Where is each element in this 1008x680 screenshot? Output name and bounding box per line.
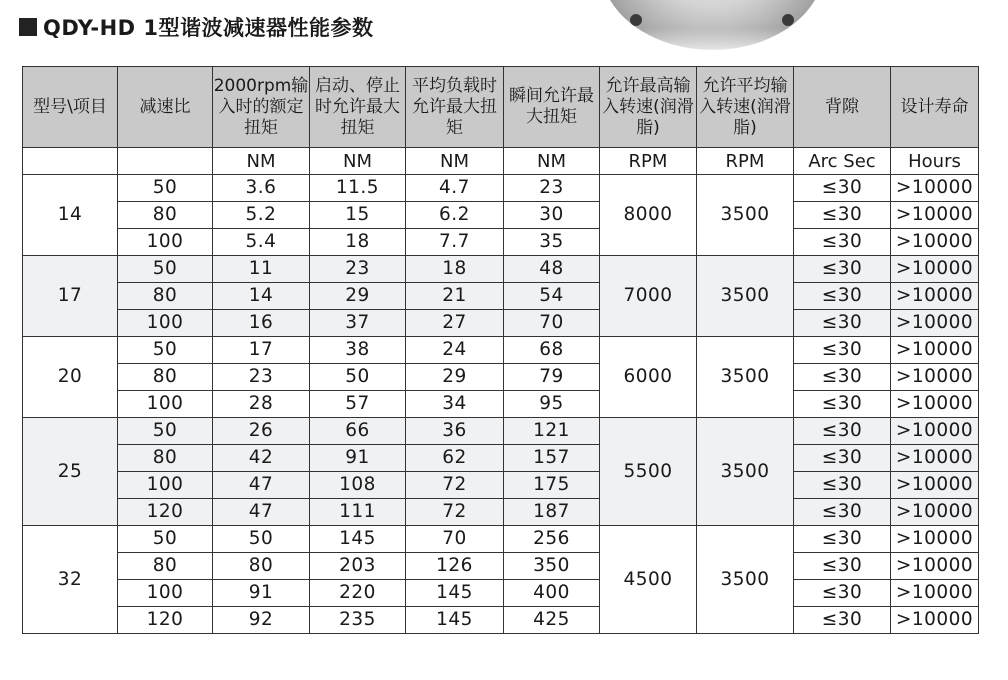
life-cell: >10000 (891, 445, 979, 472)
life-cell: >10000 (891, 256, 979, 283)
backlash-cell: ≤30 (794, 229, 891, 256)
rated-torque-cell: 80 (213, 553, 310, 580)
header-startstop-torque: 启动、停止时允许最大扭矩 (310, 67, 406, 148)
life-cell: >10000 (891, 472, 979, 499)
instant-torque-cell: 30 (504, 202, 600, 229)
header-avg-load-torque: 平均负载时允许最大扭矩 (406, 67, 504, 148)
table-row (23, 526, 979, 553)
unit-avg-input-speed: RPM (697, 148, 794, 175)
avg-load-torque-cell: 62 (406, 445, 504, 472)
ratio-cell: 80 (118, 283, 213, 310)
header-row (23, 67, 979, 148)
ratio-cell: 50 (118, 526, 213, 553)
instant-torque-cell: 70 (504, 310, 600, 337)
avg-load-torque-cell: 72 (406, 472, 504, 499)
life-cell: >10000 (891, 499, 979, 526)
startstop-torque-cell: 220 (310, 580, 406, 607)
table-row (23, 445, 979, 472)
avg-load-torque-cell: 21 (406, 283, 504, 310)
startstop-torque-cell: 91 (310, 445, 406, 472)
rated-torque-cell: 28 (213, 391, 310, 418)
rated-torque-cell: 42 (213, 445, 310, 472)
backlash-cell: ≤30 (794, 499, 891, 526)
rated-torque-cell: 47 (213, 499, 310, 526)
table-row (23, 499, 979, 526)
instant-torque-cell: 23 (504, 175, 600, 202)
instant-torque-cell: 68 (504, 337, 600, 364)
backlash-cell: ≤30 (794, 472, 891, 499)
rated-torque-cell: 92 (213, 607, 310, 634)
life-cell: >10000 (891, 391, 979, 418)
avg-load-torque-cell: 7.7 (406, 229, 504, 256)
backlash-cell: ≤30 (794, 202, 891, 229)
table-row (23, 553, 979, 580)
title-bar (19, 10, 374, 44)
startstop-torque-cell: 111 (310, 499, 406, 526)
instant-torque-cell: 54 (504, 283, 600, 310)
instant-torque-cell: 175 (504, 472, 600, 499)
header-model: 型号\项目 (23, 67, 118, 148)
startstop-torque-cell: 18 (310, 229, 406, 256)
avg-load-torque-cell: 145 (406, 607, 504, 634)
startstop-torque-cell: 29 (310, 283, 406, 310)
table-row (23, 202, 979, 229)
model-cell: 14 (23, 175, 118, 256)
table-row (23, 607, 979, 634)
rated-torque-cell: 3.6 (213, 175, 310, 202)
backlash-cell: ≤30 (794, 310, 891, 337)
header-ratio: 减速比 (118, 67, 213, 148)
table-row (23, 310, 979, 337)
table-row (23, 391, 979, 418)
ratio-cell: 80 (118, 445, 213, 472)
avg-load-torque-cell: 4.7 (406, 175, 504, 202)
ratio-cell: 50 (118, 337, 213, 364)
rated-torque-cell: 23 (213, 364, 310, 391)
avg-input-speed-cell: 3500 (697, 256, 794, 337)
startstop-torque-cell: 38 (310, 337, 406, 364)
rated-torque-cell: 11 (213, 256, 310, 283)
table-row (23, 337, 979, 364)
backlash-cell: ≤30 (794, 580, 891, 607)
rated-torque-cell: 5.2 (213, 202, 310, 229)
startstop-torque-cell: 57 (310, 391, 406, 418)
max-input-speed-cell: 7000 (600, 256, 697, 337)
spec-body (23, 175, 979, 634)
unit-rated-torque: NM (213, 148, 310, 175)
table-row (23, 175, 979, 202)
rated-torque-cell: 14 (213, 283, 310, 310)
avg-load-torque-cell: 27 (406, 310, 504, 337)
header-max-input-speed: 允许最高输入转速(润滑脂) (600, 67, 697, 148)
table-row (23, 256, 979, 283)
startstop-torque-cell: 15 (310, 202, 406, 229)
rated-torque-cell: 17 (213, 337, 310, 364)
page-title: QDY-HD 1型谐波减速器性能参数 (43, 16, 374, 40)
startstop-torque-cell: 50 (310, 364, 406, 391)
header-backlash: 背隙 (794, 67, 891, 148)
avg-load-torque-cell: 29 (406, 364, 504, 391)
instant-torque-cell: 256 (504, 526, 600, 553)
avg-load-torque-cell: 145 (406, 580, 504, 607)
rated-torque-cell: 50 (213, 526, 310, 553)
ratio-cell: 50 (118, 175, 213, 202)
model-cell: 20 (23, 337, 118, 418)
backlash-cell: ≤30 (794, 553, 891, 580)
unit-backlash: Arc Sec (794, 148, 891, 175)
header-life: 设计寿命 (891, 67, 979, 148)
instant-torque-cell: 95 (504, 391, 600, 418)
table-row (23, 364, 979, 391)
avg-load-torque-cell: 36 (406, 418, 504, 445)
backlash-cell: ≤30 (794, 418, 891, 445)
table-row (23, 472, 979, 499)
instant-torque-cell: 350 (504, 553, 600, 580)
header-rated-torque: 2000rpm输入时的额定扭矩 (213, 67, 310, 148)
ratio-cell: 80 (118, 553, 213, 580)
startstop-torque-cell: 145 (310, 526, 406, 553)
table-row (23, 283, 979, 310)
life-cell: >10000 (891, 310, 979, 337)
avg-load-torque-cell: 70 (406, 526, 504, 553)
rated-torque-cell: 91 (213, 580, 310, 607)
backlash-cell: ≤30 (794, 364, 891, 391)
avg-load-torque-cell: 126 (406, 553, 504, 580)
units-row (23, 148, 979, 175)
model-cell: 17 (23, 256, 118, 337)
ratio-cell: 120 (118, 499, 213, 526)
startstop-torque-cell: 11.5 (310, 175, 406, 202)
max-input-speed-cell: 6000 (600, 337, 697, 418)
instant-torque-cell: 35 (504, 229, 600, 256)
life-cell: >10000 (891, 580, 979, 607)
life-cell: >10000 (891, 364, 979, 391)
unit-avg-load-torque: NM (406, 148, 504, 175)
table-row (23, 580, 979, 607)
ratio-cell: 50 (118, 256, 213, 283)
avg-load-torque-cell: 34 (406, 391, 504, 418)
unit-instant-torque: NM (504, 148, 600, 175)
avg-input-speed-cell: 3500 (697, 337, 794, 418)
backlash-cell: ≤30 (794, 337, 891, 364)
header-instant-torque: 瞬间允许最大扭矩 (504, 67, 600, 148)
startstop-torque-cell: 37 (310, 310, 406, 337)
header-avg-input-speed: 允许平均输入转速(润滑脂) (697, 67, 794, 148)
life-cell: >10000 (891, 553, 979, 580)
startstop-torque-cell: 203 (310, 553, 406, 580)
life-cell: >10000 (891, 526, 979, 553)
life-cell: >10000 (891, 283, 979, 310)
life-cell: >10000 (891, 175, 979, 202)
ratio-cell: 100 (118, 391, 213, 418)
avg-load-torque-cell: 18 (406, 256, 504, 283)
ratio-cell: 100 (118, 310, 213, 337)
max-input-speed-cell: 4500 (600, 526, 697, 634)
instant-torque-cell: 425 (504, 607, 600, 634)
avg-load-torque-cell: 72 (406, 499, 504, 526)
table-row (23, 418, 979, 445)
unit-life: Hours (891, 148, 979, 175)
avg-load-torque-cell: 6.2 (406, 202, 504, 229)
ratio-cell: 50 (118, 418, 213, 445)
unit-max-input-speed: RPM (600, 148, 697, 175)
life-cell: >10000 (891, 337, 979, 364)
ratio-cell: 80 (118, 202, 213, 229)
life-cell: >10000 (891, 418, 979, 445)
rated-torque-cell: 26 (213, 418, 310, 445)
startstop-torque-cell: 23 (310, 256, 406, 283)
avg-input-speed-cell: 3500 (697, 418, 794, 526)
ratio-cell: 100 (118, 229, 213, 256)
backlash-cell: ≤30 (794, 607, 891, 634)
model-cell: 25 (23, 418, 118, 526)
model-cell: 32 (23, 526, 118, 634)
avg-input-speed-cell: 3500 (697, 175, 794, 256)
startstop-torque-cell: 235 (310, 607, 406, 634)
backlash-cell: ≤30 (794, 391, 891, 418)
avg-input-speed-cell: 3500 (697, 526, 794, 634)
max-input-speed-cell: 8000 (600, 175, 697, 256)
ratio-cell: 100 (118, 472, 213, 499)
rated-torque-cell: 5.4 (213, 229, 310, 256)
instant-torque-cell: 121 (504, 418, 600, 445)
ratio-cell: 100 (118, 580, 213, 607)
backlash-cell: ≤30 (794, 256, 891, 283)
rated-torque-cell: 16 (213, 310, 310, 337)
instant-torque-cell: 400 (504, 580, 600, 607)
ratio-cell: 120 (118, 607, 213, 634)
instant-torque-cell: 157 (504, 445, 600, 472)
backlash-cell: ≤30 (794, 445, 891, 472)
startstop-torque-cell: 108 (310, 472, 406, 499)
avg-load-torque-cell: 24 (406, 337, 504, 364)
rated-torque-cell: 47 (213, 472, 310, 499)
unit-startstop-torque: NM (310, 148, 406, 175)
backlash-cell: ≤30 (794, 175, 891, 202)
backlash-cell: ≤30 (794, 526, 891, 553)
max-input-speed-cell: 5500 (600, 418, 697, 526)
instant-torque-cell: 48 (504, 256, 600, 283)
ratio-cell: 80 (118, 364, 213, 391)
instant-torque-cell: 79 (504, 364, 600, 391)
life-cell: >10000 (891, 607, 979, 634)
startstop-torque-cell: 66 (310, 418, 406, 445)
life-cell: >10000 (891, 229, 979, 256)
instant-torque-cell: 187 (504, 499, 600, 526)
life-cell: >10000 (891, 202, 979, 229)
spec-table (22, 66, 979, 634)
reducer-product-image (600, 0, 825, 56)
title-square-icon (19, 18, 37, 36)
backlash-cell: ≤30 (794, 283, 891, 310)
table-row (23, 229, 979, 256)
